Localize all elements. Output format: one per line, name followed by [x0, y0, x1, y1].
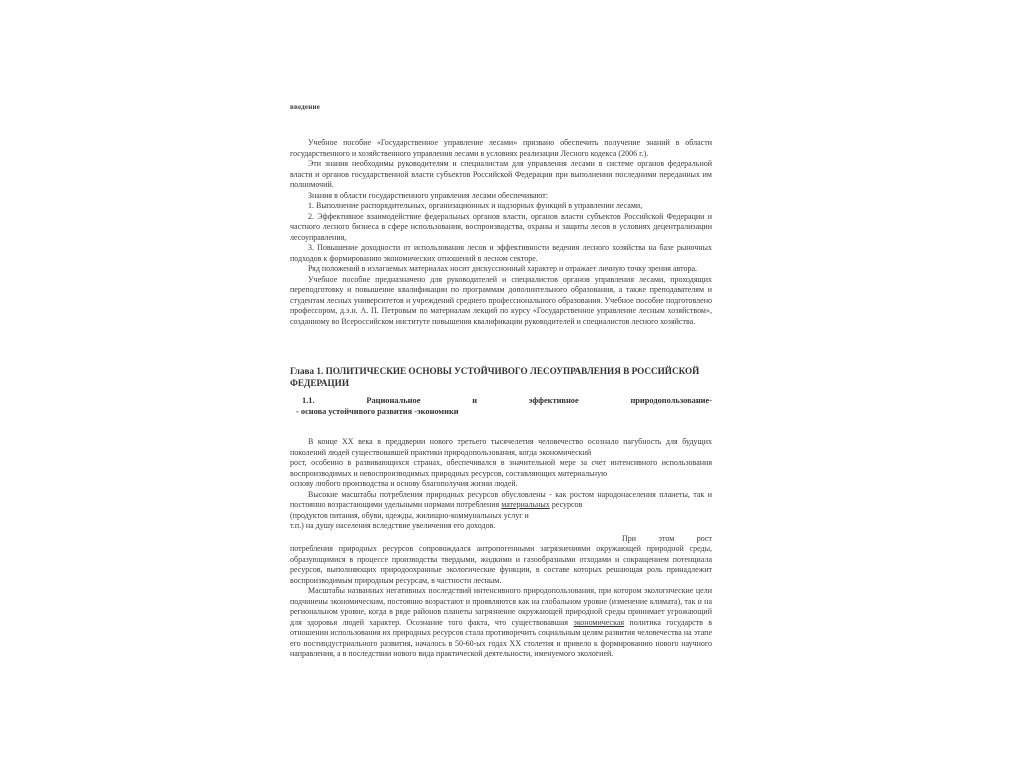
body-paragraph-1b: рост, особенно в развивающихся странах, обеспечивался в значительной мере за счет интенсивного использования воспроизводимых и невоспроизводимых природных ресурсов, составляющих материальную [290, 458, 712, 478]
underlined-word: материальных [501, 500, 550, 509]
section-number: 1.1. [302, 396, 315, 405]
body-paragraph-4-text: Масштабы названных негативных последствий интенсивного природопользования, при котором экологические цели подчинены экономическим, постоянно возрастают и проявляются как на глобальном уровне (изменение климата), так и на региональном уровне, когда в ряде районов планеты загрязнение окружающей природной среды принимает угрожающий для здоровья людей характер. Осознание того факта, что существовавшая [290, 586, 712, 627]
intro-item-3: 3. Повышение доходности от использования лесов и эффективности ведения лесного хозяйства на базе рыночных подходов к формированию экономических отношений в лесном секторе. [290, 243, 712, 263]
body-paragraph-3: потребления природных ресурсов сопровождался антропогенными загрязнениями окружающей природной среды, образующимися в процессе производства твердыми, жидкими и газообразными отходами и сокращением потенциала ресурсов, выполняющих природоохранные экологические функции, в составе которых решающая роль принадлежит воспроизводимым природным ресурсам, в частности лесным. [290, 544, 712, 585]
intro-item-1: 1. Выполнение распорядительных, организационных и надзорных функций в управлении лесами, [308, 201, 643, 210]
intro-block [290, 138, 712, 327]
body-paragraph-2-end: ресурсов [551, 500, 583, 509]
body-word: этом [658, 533, 675, 543]
body-paragraph-1: В конце XX века в преддверии нового третьего тысячелетия человечество осознало пагубность для будущих поколений людей существовавшей практики природопользования, когда экономический [290, 437, 712, 457]
body-paragraph-3-lead [290, 534, 712, 545]
section-word: и [472, 396, 478, 405]
body-paragraph-1c: основу любого производства и основу благополучия жизни людей. [290, 479, 518, 488]
section-title-line-1 [290, 396, 712, 407]
intro-paragraph-1: Учебное пособие «Государственное управление лесами» призвано обеспечить получение знаний в области государственного и хозяйственного управления лесами в условиях реализации Лесного кодекса (2006 г.). [290, 138, 712, 158]
section-word: Рациональное [366, 396, 421, 405]
intro-paragraph-2: Эти знания необходимы руководителям и специалистам для управления лесами в системе органов федеральной власти и органов государственной власти субъектов Российской Федерации при выполнении последними переданных им полномочий. [290, 159, 712, 189]
body-paragraph-4-end: политика государств в отношении использования их природных ресурсов стала противоречить социальным целям развития человечества на этапе его постиндустриального развития, началось в 50-60-ых годах XX столетия и привело к формированию нового научного направления, а в последствии нового вида практической деятельности, именуемого экологией. [290, 617, 712, 658]
intro-paragraph-5: Учебное пособие предназначено для руководителей и специалистов органов управления лесами, проходящих переподготовку и повышение квалификации по программам дополнительного образования, а также преподавателям и студентам лесных университетов и учреждений среднего профессионального образования. Учебное пособие подготовлено профессором, д.э.н. А. П. Петровым по материалам лекций по курсу «Государственное управление лесным хозяйством», созданному во Всероссийском институте повышения квалификации руководителей и специалистов лесного хозяйства. [290, 274, 712, 326]
chapter-title: Глава 1. ПОЛИТИЧЕСКИЕ ОСНОВЫ УСТОЙЧИВОГО ЛЕСОУПРАВЛЕНИЯ В РОССИЙСКОЙ ФЕДЕРАЦИИ [290, 366, 700, 388]
body-paragraph-2c: т.п.) на душу населения вследствие увеличения его доходов. [290, 521, 496, 530]
section-word: эффективное [528, 396, 579, 405]
body-word: рост [696, 533, 712, 543]
intro-heading: введение [290, 103, 320, 111]
body-paragraph-4 [290, 586, 712, 660]
section-title [290, 396, 712, 417]
body-word: При [622, 533, 637, 543]
body-block [290, 437, 712, 660]
body-paragraph-2b: (продуктов питания, обуви, одежды, жилищно-коммунальных услуг и [290, 510, 529, 520]
body-paragraph-2-text: Высокие масштабы потребления природных ресурсов обусловлены - как ростом народонаселения планеты, так и постоянно возрастающими удельными нормами потребления [290, 489, 712, 509]
intro-paragraph-4: Ряд положений в излагаемых материалах носит дискуссионный характер и отражает личную точку зрения автора. [308, 264, 698, 273]
section-title-line-2: - основа устойчивого развития -экономики [296, 406, 459, 416]
section-word: природопользование- [630, 396, 712, 405]
intro-paragraph-3: Знания в области государственного управления лесами обеспечивают: [308, 190, 549, 200]
intro-item-2: 2. Эффективное взаимодействие федеральных органов власти, органов власти субъектов Российской Федерации и частного лесного бизнеса в сфере использования, воспроизводства, охраны и защиты лесов в условиях децентрализации лесоуправления, [290, 211, 712, 242]
body-paragraph-2 [290, 490, 712, 511]
underlined-word: экономическая [573, 617, 625, 627]
